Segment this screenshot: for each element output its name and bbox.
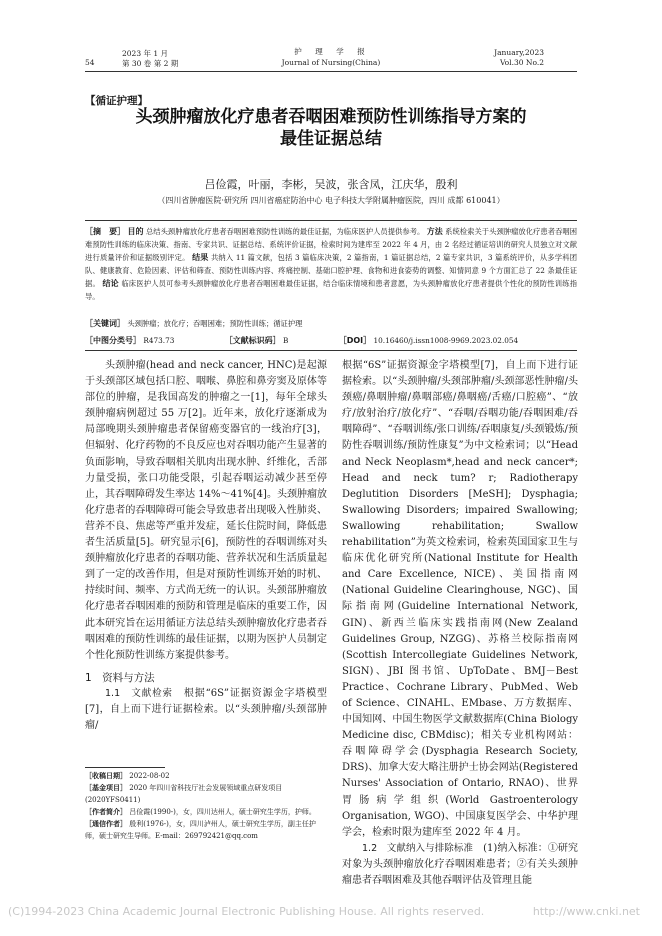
abstract-label: ［摘 要］ xyxy=(85,227,126,236)
title-line-1: 头颈肿瘤放化疗患者吞咽困难预防性训练指导方案的 xyxy=(135,107,527,127)
doc-code-value: B xyxy=(283,336,289,345)
section-1-heading: 1 资料与方法 xyxy=(85,671,155,684)
fund-note xyxy=(85,782,327,806)
footnotes xyxy=(85,770,327,842)
clc-label: ［中图分类号］ xyxy=(85,336,141,345)
article-title xyxy=(85,106,577,150)
running-header xyxy=(0,44,662,74)
section-1-2-heading: 1.2 文献纳入与排除标准 xyxy=(362,842,474,854)
author-text: 吕俭霞(1990-)，女，四川达州人，硕士研究生学历，护师。 xyxy=(129,808,316,816)
corresponding-note xyxy=(85,818,327,842)
classification-line xyxy=(85,335,577,346)
affiliation: （四川省肿瘤医院·研究所 四川省癌症防治中心 电子科技大学附属肿瘤医院，四川 成都 610041） xyxy=(157,196,505,205)
section-1-1-continued: 根据“6S”证据资源金字塔模型[7]，自上而下进行证据检索。以“头颈肿瘤/头颈部肿瘤/头颈部恶性肿瘤/头颈癌/鼻咽肿瘤/鼻咽部癌/鼻咽癌/舌癌/口腔癌”、“放疗/放射治疗/放化疗”、“吞咽/吞咽功能/吞咽困难/吞咽障碍”、“吞咽训练/张口训练/吞咽康复/头颈锻炼/预防性吞咽训练/预防性康复”为中文检索词；以“Head and Neck Neoplasm*,head and neck cancer*; Head and neck tum? r; Radiotherapy Deglutition Disorders [MeSH]; Dysphagia; Swallowing Disorders; impaired Swallowing; Swallowing rehabilitation; Swallow rehabilitation”为英文检索词，检索英国国家卫生与临床优化研究所(National Institute for Health and Care Excellence, NICE)、美国指南网(National Guideline Clearinghouse, NGC)、国际指南网(Guideline International Network, GIN)、新西兰临床实践指南网(New Zealand Guidelines Group, NZGG)、苏格兰校际指南网(Scottish Intercollegiate Guidelines Network, SIGN)、JBI 图书馆、UpToDate、BMJ－Best Practice、Cochrane Library、PubMed、Web of Science、CINAHL、EMbase、万方数据库、中国知网、中国生物医学文献数据库(China Biology Medicine disc, CBMdisc)；相关专业机构网站：吞咽障碍学会(Dysphagia Research Society, DRS)、加拿大安大略注册护士协会网站(Registered Nurses' Association of Ontario, RNAO)、世界胃肠病学组织(World Gastroenterology Organisation, WGO)、中国康复医学会、中华护理学会，检索时限为建库至 2022 年 4 月。 xyxy=(342,360,578,838)
intro-paragraph: 头颈肿瘤(head and neck cancer, HNC)是起源于头颈部区域包括口腔、咽喉、鼻腔和鼻旁窦及原体等部位的肿瘤，是我国高发的肿瘤之一[1]，每年全球头颈肿瘤病例超过 55 万[2]。近年来，放化疗逐渐成为局部晚期头颈肿瘤患者保留癌变器官的一线治疗[3]，但辐射、化疗药物的不良反应也对吞咽功能产生显著的负面影响，导致吞咽相关肌肉出现水肿、纤维化，舌部力量受损，张口功能受限，引起吞咽运动减少甚至停止，其吞咽障碍发生率达 14%～41%[4]。头颈肿瘤放化疗患者的吞咽障碍可能会导致患者出现吸入性肺炎、营养不良、焦虑等严重并发症，延长住院时间，降低患者生活质量[5]。研究显示[6]，预防性的吞咽训练对头颈肿瘤放化疗患者的吞咽功能、营养状况和生活质量起到了一定的改善作用，但是对预防性训练开始的时机、持续时间、频率、方式尚无统一的认识。头颈部肿瘤放化疗患者吞咽困难的预防和管理是临床的重要工作，因此本研究旨在运用循证方法总结头颈肿瘤放化疗患者吞咽困难的预防性训练的最佳证据，以期为医护人员制定个性化预防性训练方案提供参考。 xyxy=(85,360,327,661)
section-1-2-text: (1)纳入标准：①研究对象为头颈肿瘤放化疗吞咽困难患者；②有关头颈肿瘤患者吞咽困难及其他吞咽评估及管理且能 xyxy=(342,842,579,886)
doi-value: 10.16460/j.issn1008-9969.2023.02.054 xyxy=(373,336,519,345)
doi-label: ［DOI］ xyxy=(338,336,372,345)
body-column-left xyxy=(85,358,327,734)
section-1-2-paragraph xyxy=(342,841,578,889)
results-label: 结果 xyxy=(192,253,209,262)
header-rule xyxy=(85,71,577,72)
page-number: 54 xyxy=(85,58,95,67)
title-line-2: 最佳证据总结 xyxy=(280,129,382,149)
abstract-bottom-rule xyxy=(85,350,577,351)
body-column-right xyxy=(342,358,578,889)
methods-label: 方法 xyxy=(426,227,443,236)
clc-value: R473.73 xyxy=(143,336,175,345)
volume-cn: 第 30 卷 第 2 期 xyxy=(122,59,179,68)
keywords-line xyxy=(85,318,577,329)
section-1-1-heading: 1.1 文献检索 xyxy=(105,687,173,699)
doc-code-label: ［文献标识码］ xyxy=(224,336,281,345)
section-1-1-paragraph xyxy=(85,686,327,734)
issue-date-cn: 2023 年 1 月 xyxy=(122,49,169,58)
corresponding-label: ［通信作者］ xyxy=(85,820,127,828)
footnote-rule xyxy=(85,767,165,768)
issue-date-en: January,2023 xyxy=(494,48,544,57)
section-1-1-text-start: 根据“6S”证据资源金字塔模型[7]，自上而下进行证据检索。以“头颈肿瘤/头颈部肿瘤/ xyxy=(85,687,328,732)
received-note xyxy=(85,770,327,782)
conclusion-label: 结论 xyxy=(102,279,119,288)
received-date: 2022-08-02 xyxy=(129,772,170,780)
author-note xyxy=(85,806,327,818)
objective-text: 总结头颈肿瘤放化疗患者吞咽困难预防性训练的最佳证据，为临床医护人员提供参考。 xyxy=(145,227,425,236)
methods-text: 系统检索关于头颈肿瘤放化疗患者吞咽困难预防性训练的临床决策、指南、专家共识、证据总结、系统评价证据，检索时间为建库至 2022 年 4 月，由 2 名经过循证培训的研究人员独立对文献进行质量评价和证据级别评定。 xyxy=(85,227,578,262)
article-category: 【循证护理】 xyxy=(85,95,148,107)
copyright-watermark: (C)1994-2023 China Academic Journal Electronic Publishing House. All rights reserved. xyxy=(8,905,485,918)
keywords-label: ［关键词］ xyxy=(85,319,125,328)
fund-text: 2020 年四川省科技厅社会发展领域重点研发项目(2020YFS0411) xyxy=(85,784,283,804)
corresponding-text: 殷利(1976-)，女，四川泸州人，硕士研究生学历，副主任护师，硕士研究生导师。E-mail：269792421@qq.com xyxy=(85,820,316,840)
journal-name-cn: 护 理 学 报 xyxy=(294,47,368,56)
author-list: 吕俭霞，叶丽，李彬，吴波，张含凤，江庆华，殷利 xyxy=(204,178,458,191)
abstract xyxy=(85,225,577,303)
conclusion-text: 临床医护人员可参考头颈肿瘤放化疗患者吞咽困难最佳证据，结合临床情境和患者意愿，为头颈肿瘤放化疗患者提供个性化的预防性训练指导。 xyxy=(85,279,577,301)
volume-en: Vol.30 No.2 xyxy=(499,58,544,67)
author-label: ［作者简介］ xyxy=(85,808,127,816)
keywords-text: 头颈肿瘤；放化疗；吞咽困难；预防性训练；循证护理 xyxy=(127,319,303,328)
fund-label: ［基金项目］ xyxy=(85,784,127,792)
results-text: 共纳入 11 篇文献，包括 3 篇临床决策，2 篇指南，1 篇证据总结，2 篇专家共识，3 篇系统评价，从多学科团队、健康教育、危险因素、评估和筛查、预防性训练内容、疼痛控制、基础口腔护理、食物和进食姿势的调整、知情同意 9 个方面汇总了 22 条最佳证据。 xyxy=(85,253,577,288)
journal-name-en: Journal of Nursing(China) xyxy=(281,58,381,67)
cnki-url[interactable]: http://www.cnki.net xyxy=(532,905,640,918)
received-label: ［收稿日期］ xyxy=(85,772,127,780)
objective-label: 目的 xyxy=(127,227,144,236)
abstract-top-rule xyxy=(85,220,577,221)
